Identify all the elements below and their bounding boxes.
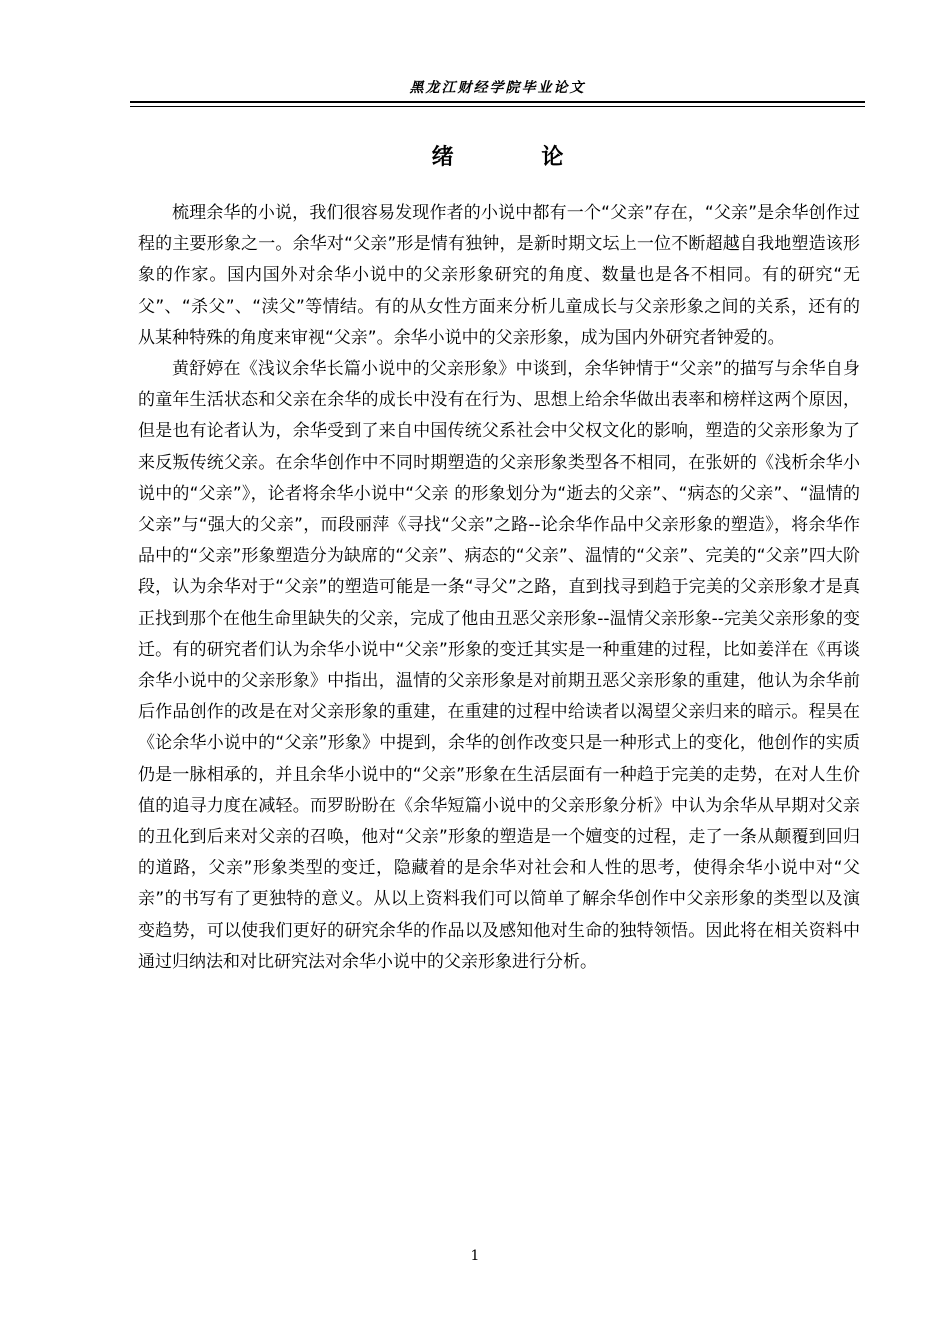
header-rule-thick — [130, 101, 865, 103]
section-title: 绪 论 — [431, 145, 604, 170]
body-text — [138, 198, 860, 978]
paragraph-2: 黄舒婷在《浅议余华长篇小说中的父亲形象》中谈到，余华钟情于“父亲”的描写与余华自身的童年生活状态和父亲在余华的成长中没有在行为、思想上给余华做出表率和榜样这两个原因，但是也有论者认为，余华受到了来自中国传统父系社会中父权文化的影响，塑造的父亲形象为了来反叛传统父亲。在余华创作中不同时期塑造的父亲形象类型各不相同，在张妍的《浅析余华小说中的“父亲”》，论者将余华小说中“父亲 的形象划分为“逝去的父亲”、“病态的父亲”、“温情的父亲”与“强大的父亲”，而段丽萍《寻找“父亲”之路--论余华作品中父亲形象的塑造》，将余华作品中的“父亲”形象塑造分为缺席的“父亲”、病态的“父亲”、温情的“父亲”、完美的“父亲”四大阶段，认为余华对于“父亲”的塑造可能是一条“寻父”之路，直到找寻到趋于完美的父亲形象才是真正找到那个在他生命里缺失的父亲，完成了他由丑恶父亲形象--温情父亲形象--完美父亲形象的变迁。有的研究者们认为余华小说中“父亲”形象的变迁其实是一种重建的过程，比如姜洋在《再谈余华小说中的父亲形象》中指出，温情的父亲形象是对前期丑恶父亲形象的重建，他认为余华前后作品创作的改是在对父亲形象的重建，在重建的过程中给读者以渴望父亲归来的暗示。程昊在《论余华小说中的“父亲”形象》中提到，余华的创作改变只是一种形式上的变化，他创作的实质仍是一脉相承的，并且余华小说中的“父亲”形象在生活层面有一种趋于完美的走势，在对人生价值的追寻力度在减轻。而罗盼盼在《余华短篇小说中的父亲形象分析》中认为余华从早期对父亲的丑化到后来对父亲的召唤，他对“父亲”形象的塑造是一个嬗变的过程，走了一条从颠覆到回归的道路，父亲”形象类型的变迁，隐藏着的是余华对社会和人性的思考，使得余华小说中对“父亲”的书写有了更独特的意义。从以上资料我们可以简单了解余华创作中父亲形象的类型以及演变趋势，可以使我们更好的研究余华的作品以及感知他对生命的独特领悟。因此将在相关资料中通过归纳法和对比研究法对余华小说中的父亲形象进行分析。 — [138, 359, 860, 972]
paragraph-1: 梳理余华的小说，我们很容易发现作者的小说中都有一个“父亲”存在，“父亲”是余华创作过程的主要形象之一。余华对“父亲”形是情有独钟，是新时期文坛上一位不断超越自我地塑造该形象的作家。国内国外对余华小说中的父亲形象研究的角度、数量也是各不相同。有的研究“无父”、“杀父”、“渎父”等情结。有的从女性方面来分析儿童成长与父亲形象之间的关系，还有的从某种特殊的角度来审视“父亲”。余华小说中的父亲形象，成为国内外研究者钟爱的。 — [138, 203, 860, 348]
header-rule-thin — [130, 106, 865, 107]
page-number: 1 — [470, 1248, 480, 1264]
running-header: 黑龙江财经学院毕业论文 — [409, 80, 586, 96]
